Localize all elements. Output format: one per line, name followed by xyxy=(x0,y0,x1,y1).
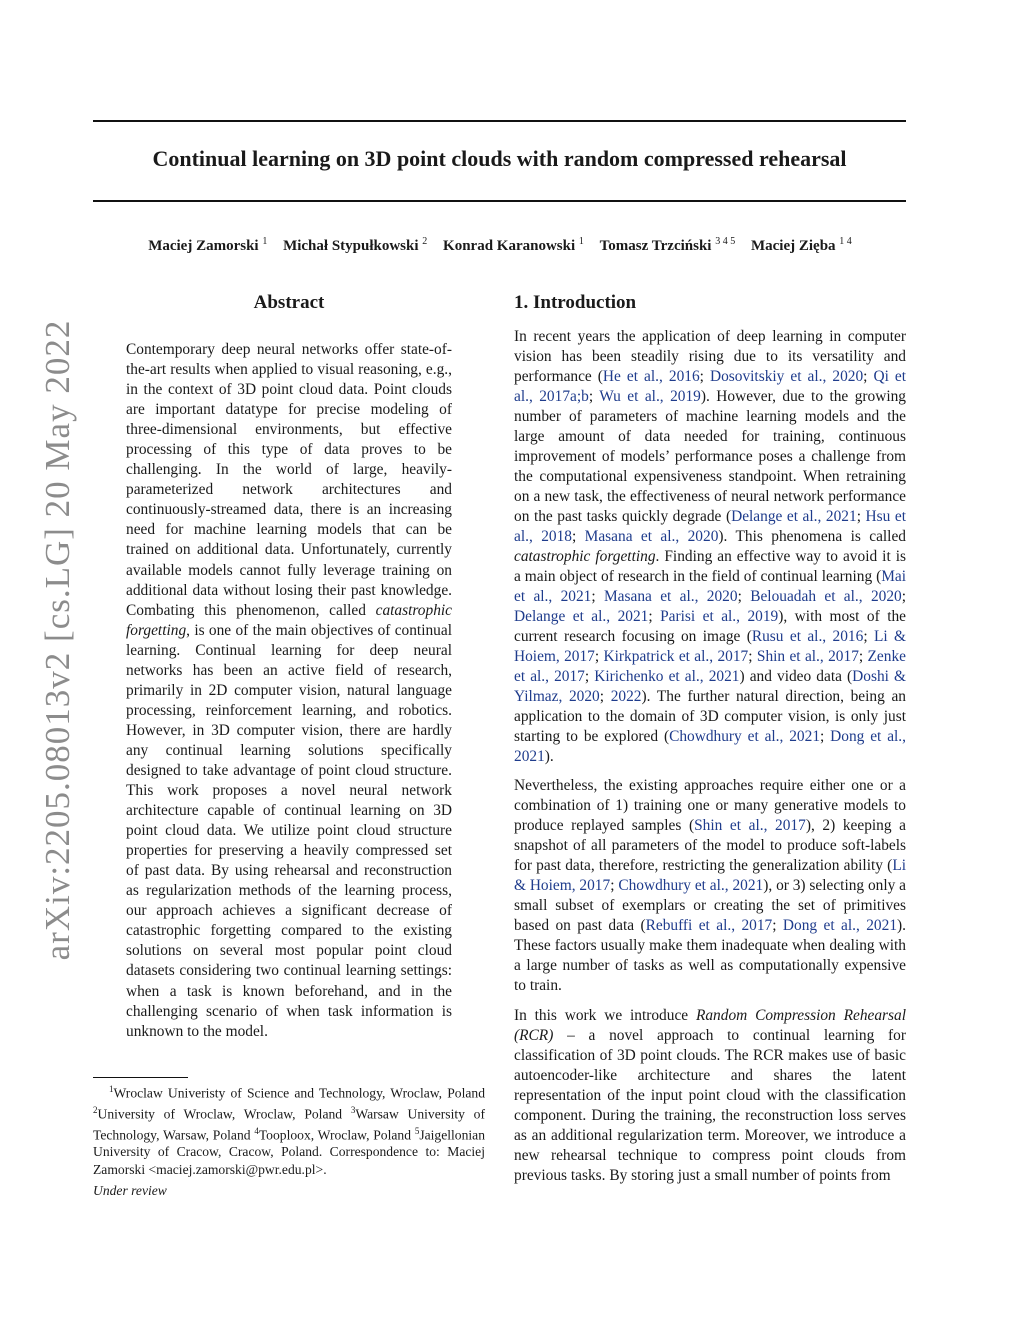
author-list xyxy=(60,236,940,255)
title-bottom-rule xyxy=(93,200,906,202)
author: Konrad Karanowski $^1$ xyxy=(443,236,584,254)
citation-link[interactable]: Masana et al., 2020 xyxy=(584,528,719,545)
affiliations-footnote: $^1$Wroclaw Univeristy of Science and Technology, Wroclaw, Poland $^2$University of Wroclaw, Wroclaw, Poland $^3$Warsaw University of Technology, Warsaw, Poland $^4$Tooploox, Wroclaw, Poland $^5$Jaigellonian University of Cracow, Cracow, Poland. Correspondence to: Maciej Zamorski <maciej.zamorski@pwr.edu.pl>. xyxy=(93,1084,486,1177)
citation-link[interactable]: Dong et al., 2021 xyxy=(782,917,898,934)
author: Michał Stypułkowski $^2$ xyxy=(283,236,428,254)
footnote-rule xyxy=(93,1077,188,1078)
citation-link[interactable]: Shin et al., 2017 xyxy=(756,648,859,665)
title-top-rule xyxy=(93,120,906,122)
citation-link[interactable]: Delange et al., 2021 xyxy=(731,508,857,525)
author: Maciej Zamorski $^1$ xyxy=(148,236,268,254)
citation-link[interactable]: Dong et al., 2021 xyxy=(514,728,906,765)
citation-link[interactable]: Doshi & Yilmaz, 2020 xyxy=(514,668,907,705)
intro-paragraph-3: In this work we introduce Random Compression Rehearsal (RCR) – a novel approach to continual learning for classification of 3D point clouds. The RCR makes use of basic autoencoder-like architecture and shares the latent representation of the input point cloud with the classification component. During the training, the reconstruction loss serves as an additional regularization term. Moreover, we introduce a new rehearsal technique to compress point clouds from previous tasks. By storing just a small number of points from xyxy=(514,1007,906,1184)
citation-link[interactable]: Li & Hoiem, 2017 xyxy=(514,857,906,894)
citation-link[interactable]: Dosovitskiy et al., 2020 xyxy=(709,368,864,385)
citation-link[interactable]: Kirichenko et al., 2021 xyxy=(594,668,740,685)
paper-title: Continual learning on 3D point clouds with random compressed rehearsal xyxy=(152,146,847,171)
citation-link[interactable]: Shin et al., 2017 xyxy=(694,817,806,834)
citation-link[interactable]: Mai et al., 2021 xyxy=(514,568,906,605)
citation-link[interactable]: Zenke et al., 2017 xyxy=(514,648,906,685)
citation-link[interactable]: Rebuffi et al., 2017 xyxy=(645,917,773,934)
citation-link[interactable]: 2022 xyxy=(610,688,642,705)
citation-link[interactable]: Kirkpatrick et al., 2017 xyxy=(603,648,749,665)
citation-link[interactable]: Rusu et al., 2016 xyxy=(751,628,864,645)
citation-link[interactable]: Wu et al., 2019 xyxy=(599,388,701,405)
under-review-note: Under review xyxy=(93,1183,167,1198)
abstract-body: Contemporary deep neural networks offer state-of-the-art results when applied to visual reasoning, e.g., in the context of 3D point cloud data. Point clouds are important datatype for precise modeling of three-dimensional environments, but effective processing of this type of data proves to be challenging. In the world of large, heavily-parameterized network architectures and continuously-streamed data, there is an increasing need for machine learning models that can be trained on additional data. Unfortunately, currently available models cannot fully leverage training on additional data without losing their past knowledge. Combating this phenomenon, called catastrophic forgetting, is one of the main objectives of continual learning. Continual learning for deep neural networks has been an active field of research, primarily in 2D computer vision, natural language processing, reinforcement learning, and robotics. However, in 3D computer vision, there are hardly any continual learning solutions specifically designed to take advantage of point cloud structure. This work proposes a novel neural network architecture capable of continual learning on 3D point cloud data. We utilize point cloud structure properties for preserving a heavily compressed set of past data. By using rehearsal and reconstruction as regularization methods of the learning process, our approach achieves a significant decrease of catastrophic forgetting compared to the existing solutions on several most popular point cloud datasets considering two continual learning settings: when a task is known beforehand, and in the challenging scenario of when task information is unknown to the model. xyxy=(126,341,452,1040)
citation-link[interactable]: Delange et al., 2021 xyxy=(514,608,649,625)
citation-link[interactable]: Hsu et al., 2018 xyxy=(514,508,906,545)
citation-link[interactable]: Masana et al., 2020 xyxy=(604,588,738,605)
abstract-heading: Abstract xyxy=(253,292,325,313)
citation-link[interactable]: Belouadah et al., 2020 xyxy=(750,588,902,605)
citation-link[interactable]: Chowdhury et al., 2021 xyxy=(618,877,764,894)
author: Tomasz Trzciński $^{3 4 5}$ xyxy=(599,236,736,254)
citation-link[interactable]: Li & Hoiem, 2017 xyxy=(514,628,906,665)
citation-link[interactable]: He et al., 2016 xyxy=(602,368,700,385)
author: Maciej Zięba $^{1 4}$ xyxy=(750,236,852,254)
citation-link[interactable]: Qi et al., 2017a;b xyxy=(514,368,906,405)
section-heading-introduction: 1. Introduction xyxy=(514,292,637,313)
citation-link[interactable]: Chowdhury et al., 2021 xyxy=(669,728,821,745)
citation-link[interactable]: Parisi et al., 2019 xyxy=(660,608,779,625)
intro-paragraph-1: In recent years the application of deep learning in computer vision has been steadily rising due to its versatility and performance (He et al., 2016; Dosovitskiy et al., 2020; Qi et al., 2017a;b; Wu et al., 2019). However, due to the growing number of parameters of machine learning models and the large amount of data needed for training, continuous improvement of models’ performance poses a challenge from the computational expensiveness standpoint. When retraining on a new task, the effectiveness of neural network performance on the past tasks quickly degrade (Delange et al., 2021; Hsu et al., 2018; Masana et al., 2020). This phenomena is called catastrophic forgetting. Finding an effective way to avoid it is a main object of research in the field of continual learning (Mai et al., 2021; Masana et al., 2020; Belouadah et al., 2020; Delange et al., 2021; Parisi et al., 2019), with most of the current research focusing on image (Rusu et al., 2016; Li & Hoiem, 2017; Kirkpatrick et al., 2017; Shin et al., 2017; Zenke et al., 2017; Kirichenko et al., 2021) and video data (Doshi & Yilmaz, 2020; 2022). The further natural direction, being an application to the domain of 3D computer vision, is only just starting to be explored (Chowdhury et al., 2021; Dong et al., 2021). xyxy=(514,328,907,765)
arxiv-identifier-stamp: arXiv:2205.08013v2 [cs.LG] 20 May 2022 xyxy=(38,319,77,961)
intro-paragraph-2: Nevertheless, the existing approaches require either one or a combination of 1) training one or many generative models to produce replayed samples (Shin et al., 2017), 2) keeping a snapshot of all parameters of the model to produce soft-labels for past data, therefore, restricting the generalization ability (Li & Hoiem, 2017; Chowdhury et al., 2021), or 3) selecting only a small subset of exemplars or creating the set of primitives based on past data (Rebuffi et al., 2017; Dong et al., 2021). These factors usually make them inadequate when dealing with a large number of tasks as well as computationally expensive to train. xyxy=(514,777,907,994)
